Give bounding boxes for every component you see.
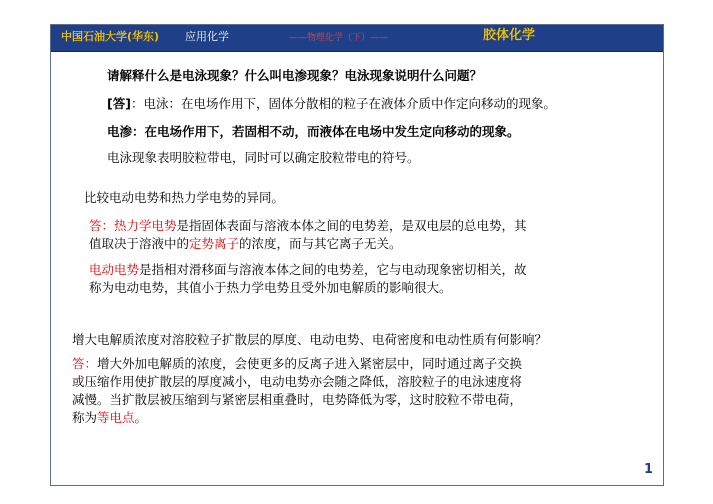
q2-answer-line2 (89, 235, 402, 252)
q1-question: 请解释什么是电泳现象？什么叫电渗现象？电泳现象说明什么问题？ (107, 68, 483, 83)
slide-header (51, 25, 663, 52)
q2-term-zeta: 电动电势 (89, 262, 140, 277)
q2-answer-line4: 称为电动电势，其值小于热力学电势且受外加电解质的影响很大。 (89, 280, 452, 295)
header-school: 中国石油大学(华东) (61, 30, 160, 43)
q3-answer-line3: 减慢。当扩散层被压缩到与紧密层相重叠时，电势降低为零，这时胶粒不带电荷， (72, 392, 523, 407)
q2-answer-line1 (89, 217, 527, 234)
q3-answer-line4 (72, 409, 147, 426)
q1-answer-text1: ：电泳：在电场作用下，固体分散相的粒子在液体介质中作定向移动的现象。 (130, 96, 556, 111)
q3-answer-text4a: 称为 (72, 410, 98, 425)
header-chapter: ——物理化学（下）—— (289, 33, 389, 43)
q2-answer-text2a: 值取决于溶液中的 (89, 236, 190, 251)
q2-answer-text3: 是指相对滑移面与溶液本体之间的电势差，它与电动现象密切相关，故 (139, 262, 527, 277)
q3-term-isoelectric: 等电点 (97, 410, 135, 425)
q1-answer-line1 (107, 95, 556, 112)
q2-answer-line3 (89, 261, 527, 278)
header-title: 胶体化学 (483, 28, 536, 43)
q2-term-ion: 定势离子 (189, 236, 240, 251)
q3-answer-text1: 增大外加电解质的浓度，会使更多的反离子进入紧密层中，同时通过离子交换 (97, 356, 523, 371)
page-number: 1 (643, 462, 653, 477)
q3-answer-text4b: 。 (134, 410, 148, 425)
q2-term-thermo: 热力学电势 (114, 218, 177, 233)
q2-answer-text1: 是指固体表面与溶液本体之间的电势差，是双电层的总电势，其 (176, 218, 527, 233)
slide (50, 24, 664, 486)
header-course: 应用化学 (185, 30, 229, 43)
q2-question: 比较电动电势和热力学电势的异同。 (84, 190, 285, 205)
q3-answer-line2: 或压缩作用使扩散层的厚度减小，电动电势亦会随之降低，溶胶粒子的电泳速度将 (72, 374, 523, 389)
q1-answer-prefix: [答] (107, 96, 131, 111)
q3-question: 增大电解质浓度对溶胶粒子扩散层的厚度、电动电势、电荷密度和电动性质有何影响？ (72, 332, 548, 347)
q1-answer-line2: 电渗：在电场作用下，若固相不动，而液体在电场中发生定向移动的现象。 (107, 124, 520, 139)
q3-answer-prefix: 答： (72, 356, 98, 371)
q1-answer-line3: 电泳现象表明胶粒带电，同时可以确定胶粒带电的符号。 (107, 150, 420, 165)
q2-answer-text2b: 的浓度，而与其它离子无关。 (239, 236, 402, 251)
q3-answer-line1 (72, 355, 522, 372)
q2-answer-prefix: 答： (89, 218, 115, 233)
